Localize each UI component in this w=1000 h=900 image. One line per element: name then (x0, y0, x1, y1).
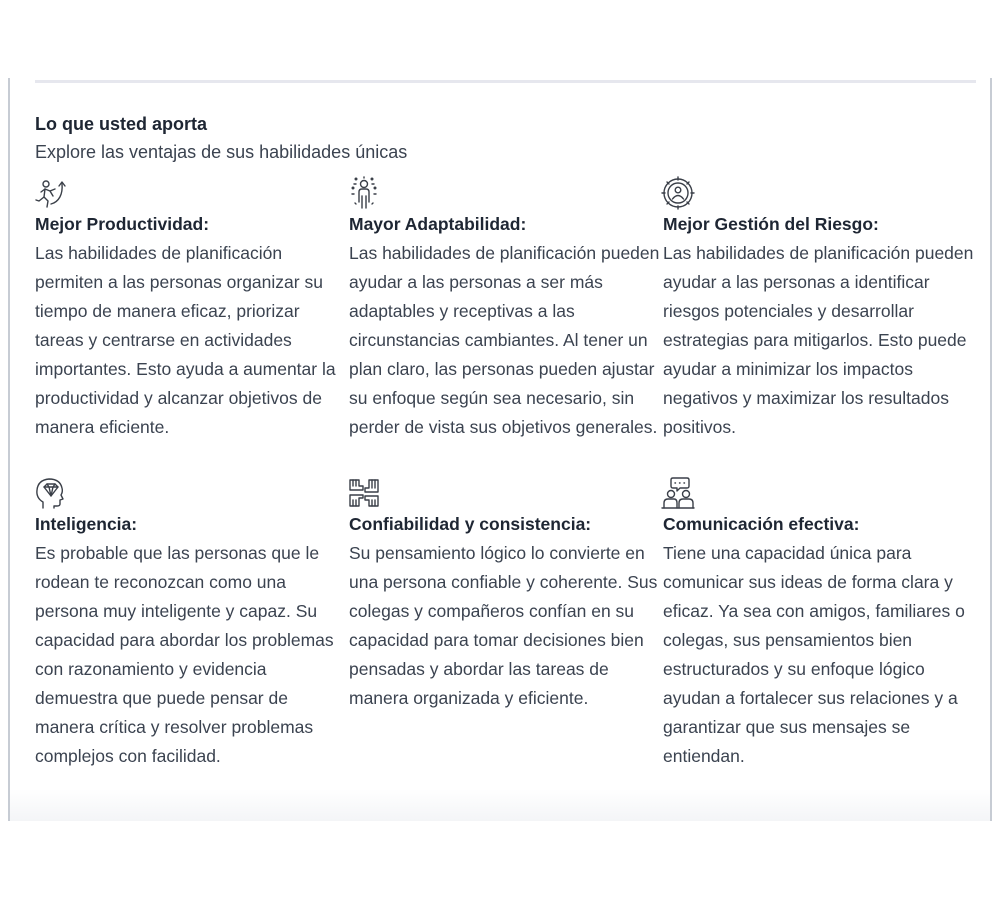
benefit-title: Confiabilidad y consistencia: (349, 514, 592, 534)
benefit-title: Mejor Gestión del Riesgo: (663, 214, 879, 234)
benefit-title: Mejor Productividad: (35, 214, 210, 234)
benefit-text: Es probable que las personas que le rodean te reconozcan como una persona muy inteligente y capaz. Su capacidad para abordar los problemas con razonamiento y evidencia demuestra que puede pensar de manera crítica y resolver problemas complejos con facilidad. (35, 543, 334, 766)
benefit-title: Comunicación efectiva: (663, 514, 860, 534)
benefit-text: Las habilidades de planificación pueden ayudar a las personas a identificar riesgos potenciales y desarrollar estrategias para mitigarlos. Esto puede ayudar a minimizar los impactos negativos y maximizar los resultados positivos. (663, 243, 974, 437)
people-conversation-icon (661, 476, 695, 510)
risk-management-gear-icon (661, 176, 695, 210)
benefit-text: Las habilidades de planificación permiten a las personas organizar su tiempo de manera eficaz, priorizar tareas y centrarse en actividades importantes. Esto ayuda a aumentar la productividad y alcanzar objetivos de manera eficiente. (35, 243, 336, 437)
benefit-communication (663, 476, 977, 776)
section-title: Lo que usted aporta (35, 114, 208, 134)
benefits-card (8, 78, 992, 821)
benefit-reliability (349, 476, 663, 776)
benefits-grid (35, 176, 980, 776)
benefit-risk-management (663, 176, 977, 476)
head-diamond-icon (33, 476, 67, 510)
benefit-text: Su pensamiento lógico lo convierte en una persona confiable y coherente. Sus colegas y compañeros confían en su capacidad para tomar decisiones bien pensadas y abordar las tareas de manera organizada y eficiente. (349, 543, 658, 708)
adaptable-person-icon (347, 176, 381, 210)
benefit-adaptability (349, 176, 663, 476)
benefit-title: Mayor Adaptabilidad: (349, 214, 527, 234)
divider (35, 80, 976, 83)
benefit-text: Tiene una capacidad única para comunicar sus ideas de forma clara y eficaz. Ya sea con amigos, familiares o colegas, sus pensamientos bien estructurados y su enfoque lógico ayudan a fortalecer sus relaciones y a garantizar que sus mensajes se entiendan. (663, 543, 965, 766)
joined-hands-icon (347, 476, 381, 510)
benefit-productivity (35, 176, 349, 476)
running-person-arrow-icon (33, 176, 67, 210)
section-subtitle: Explore las ventajas de sus habilidades únicas (35, 142, 408, 162)
benefit-intelligence (35, 476, 349, 776)
benefit-text: Las habilidades de planificación pueden ayudar a las personas a ser más adaptables y receptivas a las circunstancias cambiantes. Al tener un plan claro, las personas pueden ajustar su enfoque según sea necesario, sin perder de vista sus objetivos generales. (349, 243, 660, 437)
benefit-title: Inteligencia: (35, 514, 138, 534)
